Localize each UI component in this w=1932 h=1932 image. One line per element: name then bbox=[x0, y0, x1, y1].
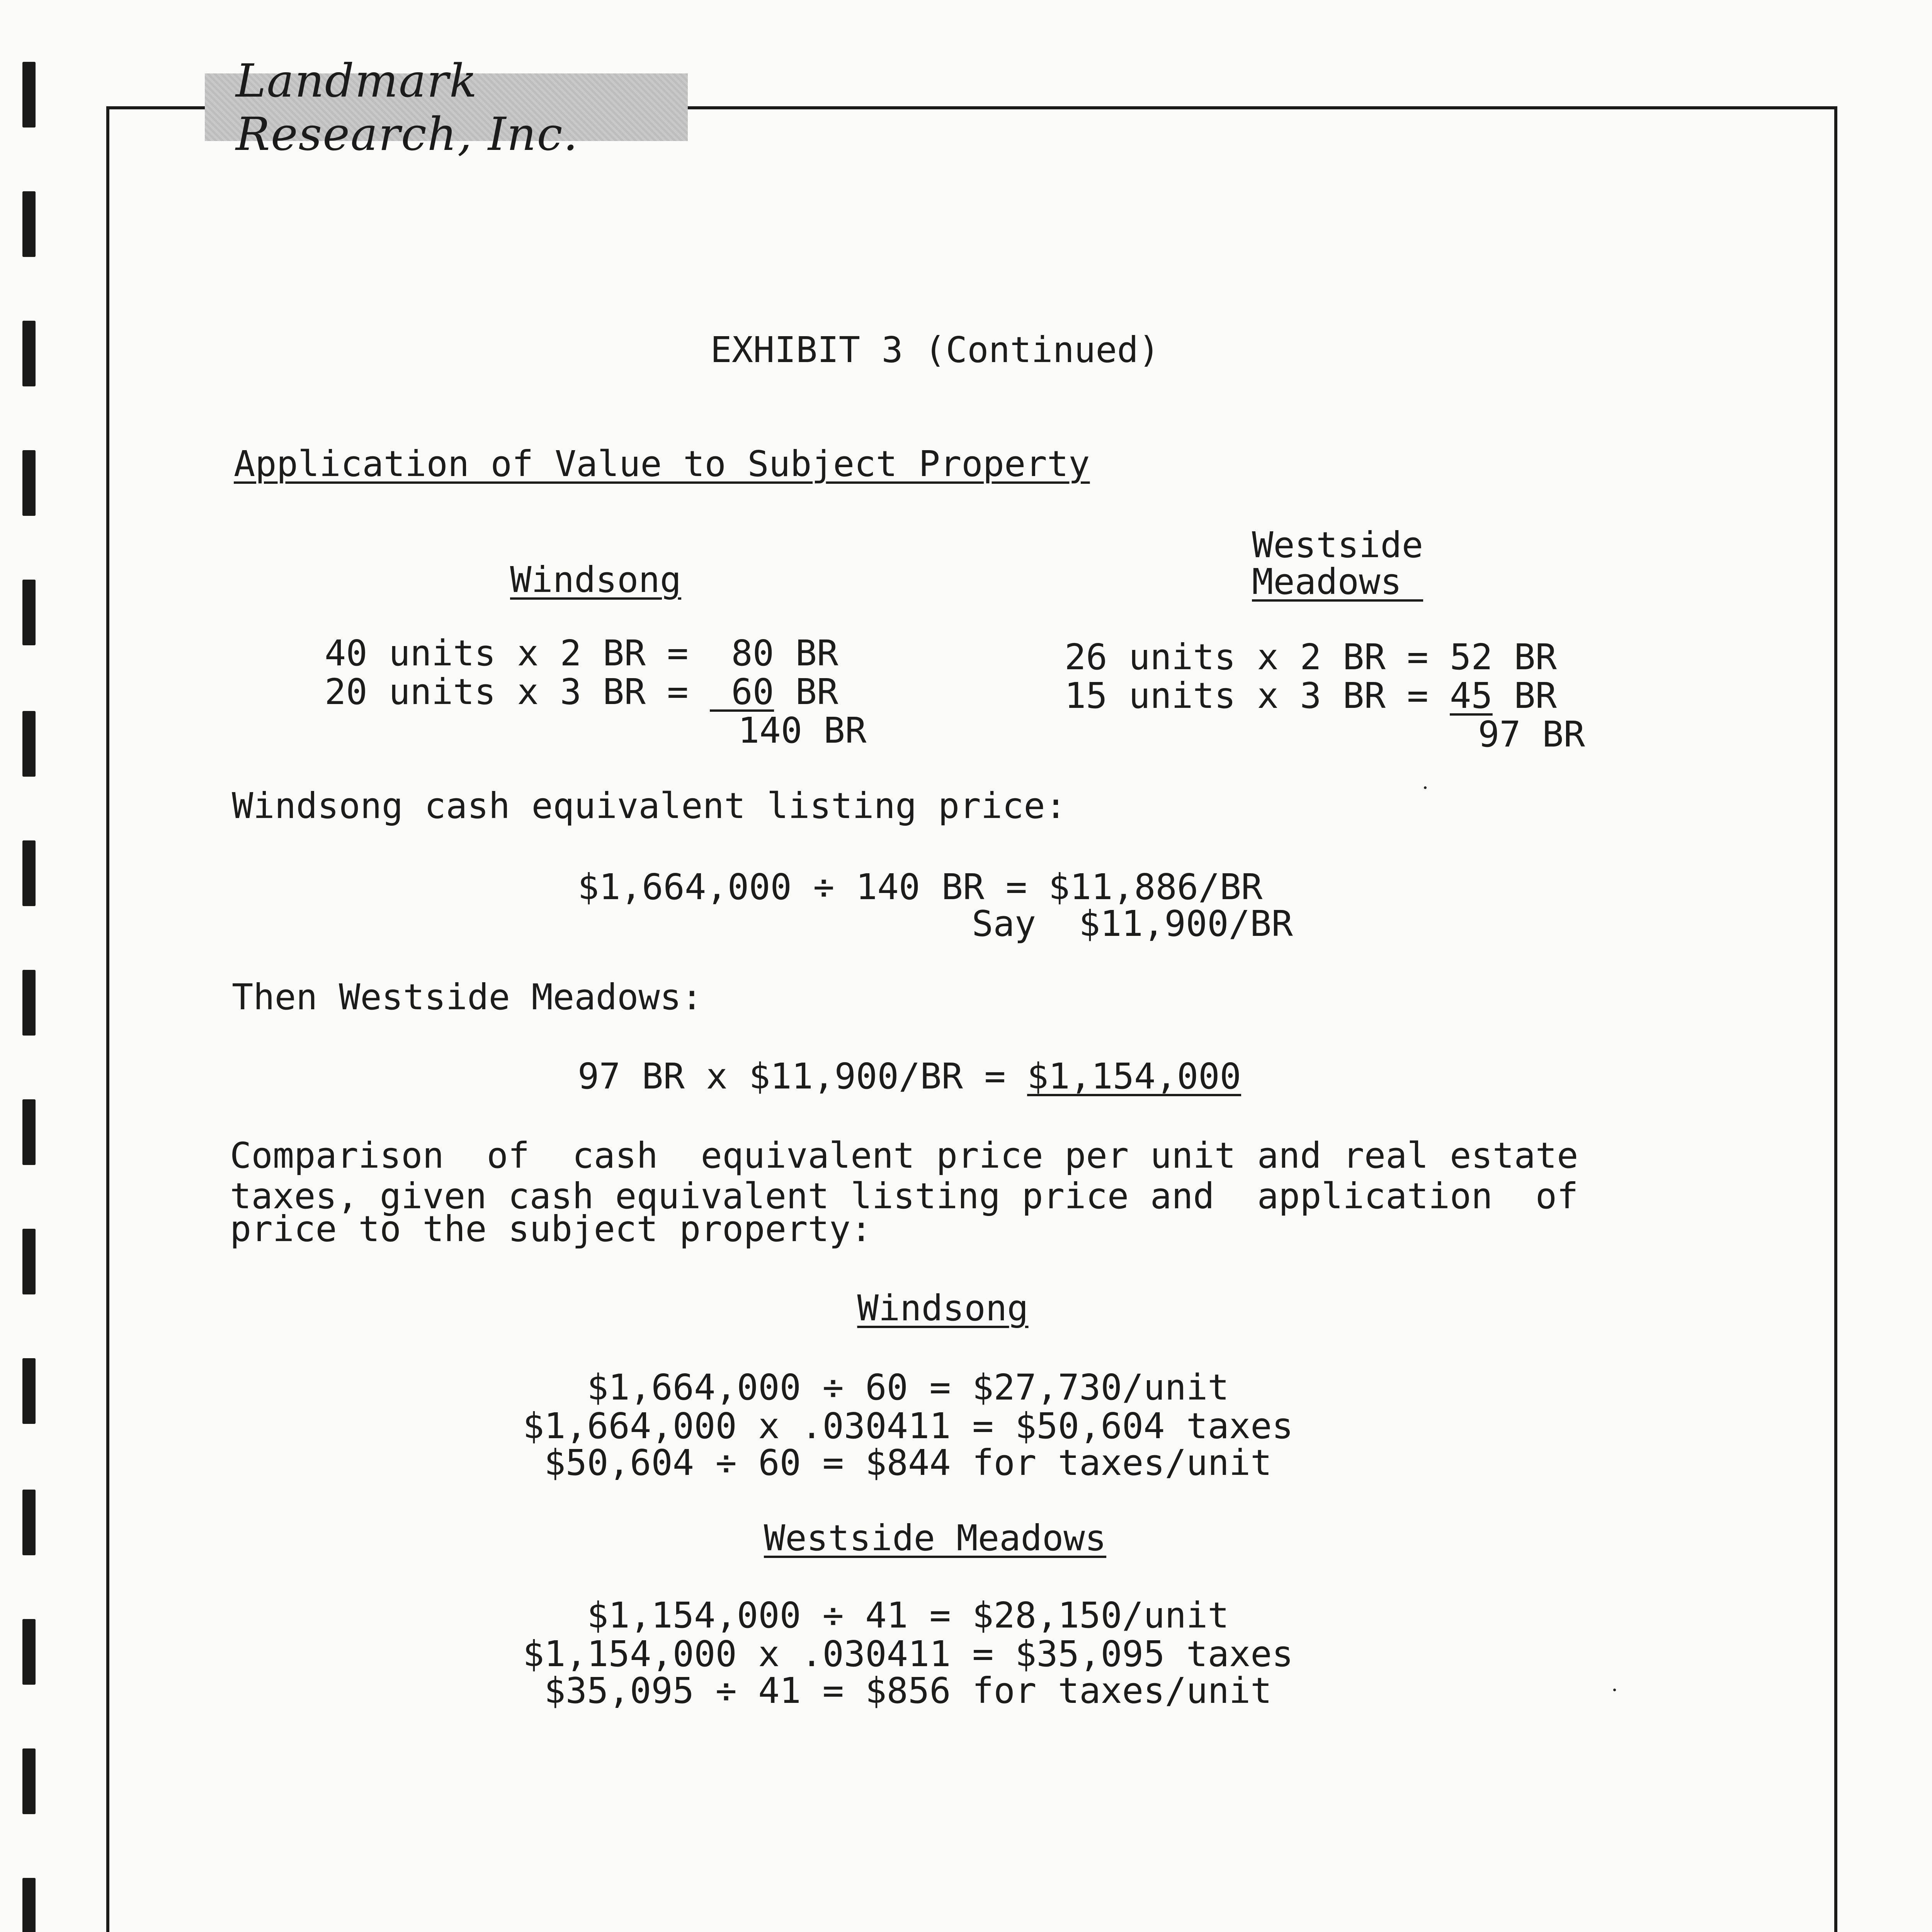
westside-heading-line1: Westside bbox=[1252, 524, 1423, 566]
logo-text: Landmark Research, Inc. bbox=[236, 54, 579, 161]
listing-calc-line2: Say $11,900/BR bbox=[972, 903, 1293, 944]
westside-calc-value: $1,154,000 bbox=[1027, 1056, 1242, 1097]
westside-row-1: 26 units x 2 BR = 52 BR bbox=[1065, 636, 1557, 678]
westside-block-line3: $35,095 ÷ 41 = $856 for taxes/unit bbox=[544, 1670, 1272, 1711]
windsong-total: 140 BR bbox=[738, 710, 867, 751]
westside-block-heading: Westside Meadows bbox=[764, 1517, 1107, 1559]
westside-block-line1: $1,154,000 ÷ 41 = $28,150/unit bbox=[587, 1595, 1229, 1636]
listing-calc-line1: $1,664,000 ÷ 140 BR = $11,886/BR bbox=[578, 866, 1263, 908]
comparison-line1: Comparison of cash equivalent price per unit and real estate bbox=[230, 1135, 1578, 1176]
windsong-row-2: 20 units x 3 BR = 60 BR bbox=[325, 671, 838, 713]
windsong-heading: Windsong bbox=[510, 559, 682, 600]
windsong-block-line1: $1,664,000 ÷ 60 = $27,730/unit bbox=[587, 1367, 1229, 1408]
windsong-block-line2: $1,664,000 x .030411 = $50,604 taxes bbox=[523, 1405, 1293, 1447]
scan-speck bbox=[1613, 1689, 1616, 1691]
windsong-row-2-value: 60 bbox=[710, 671, 774, 713]
exhibit-title: EXHIBIT 3 (Continued) bbox=[710, 329, 1160, 371]
comparison-line2: taxes, given cash equivalent listing price and application of bbox=[230, 1175, 1578, 1217]
listing-label: Windsong cash equivalent listing price: bbox=[232, 785, 1067, 827]
company-logo bbox=[205, 54, 688, 161]
westside-heading-line2: Meadows bbox=[1252, 561, 1423, 602]
windsong-block-line3: $50,604 ÷ 60 = $844 for taxes/unit bbox=[544, 1442, 1272, 1483]
westside-row-2-value: 45 bbox=[1450, 675, 1493, 716]
westside-total: 97 BR bbox=[1478, 714, 1585, 755]
section-heading: Application of Value to Subject Property bbox=[234, 443, 1090, 485]
comparison-line3: price to the subject property: bbox=[230, 1208, 872, 1250]
then-label: Then Westside Meadows: bbox=[232, 976, 703, 1018]
binder-holes bbox=[7, 0, 61, 1932]
windsong-block-heading: Windsong bbox=[857, 1287, 1029, 1329]
scan-speck bbox=[1424, 786, 1427, 789]
westside-row-2: 15 units x 3 BR = 45 BR bbox=[1065, 675, 1557, 716]
westside-calc: 97 BR x $11,900/BR = $1,154,000 bbox=[578, 1056, 1242, 1097]
westside-block-line2: $1,154,000 x .030411 = $35,095 taxes bbox=[523, 1633, 1293, 1675]
windsong-row-1: 40 units x 2 BR = 80 BR bbox=[325, 633, 838, 674]
